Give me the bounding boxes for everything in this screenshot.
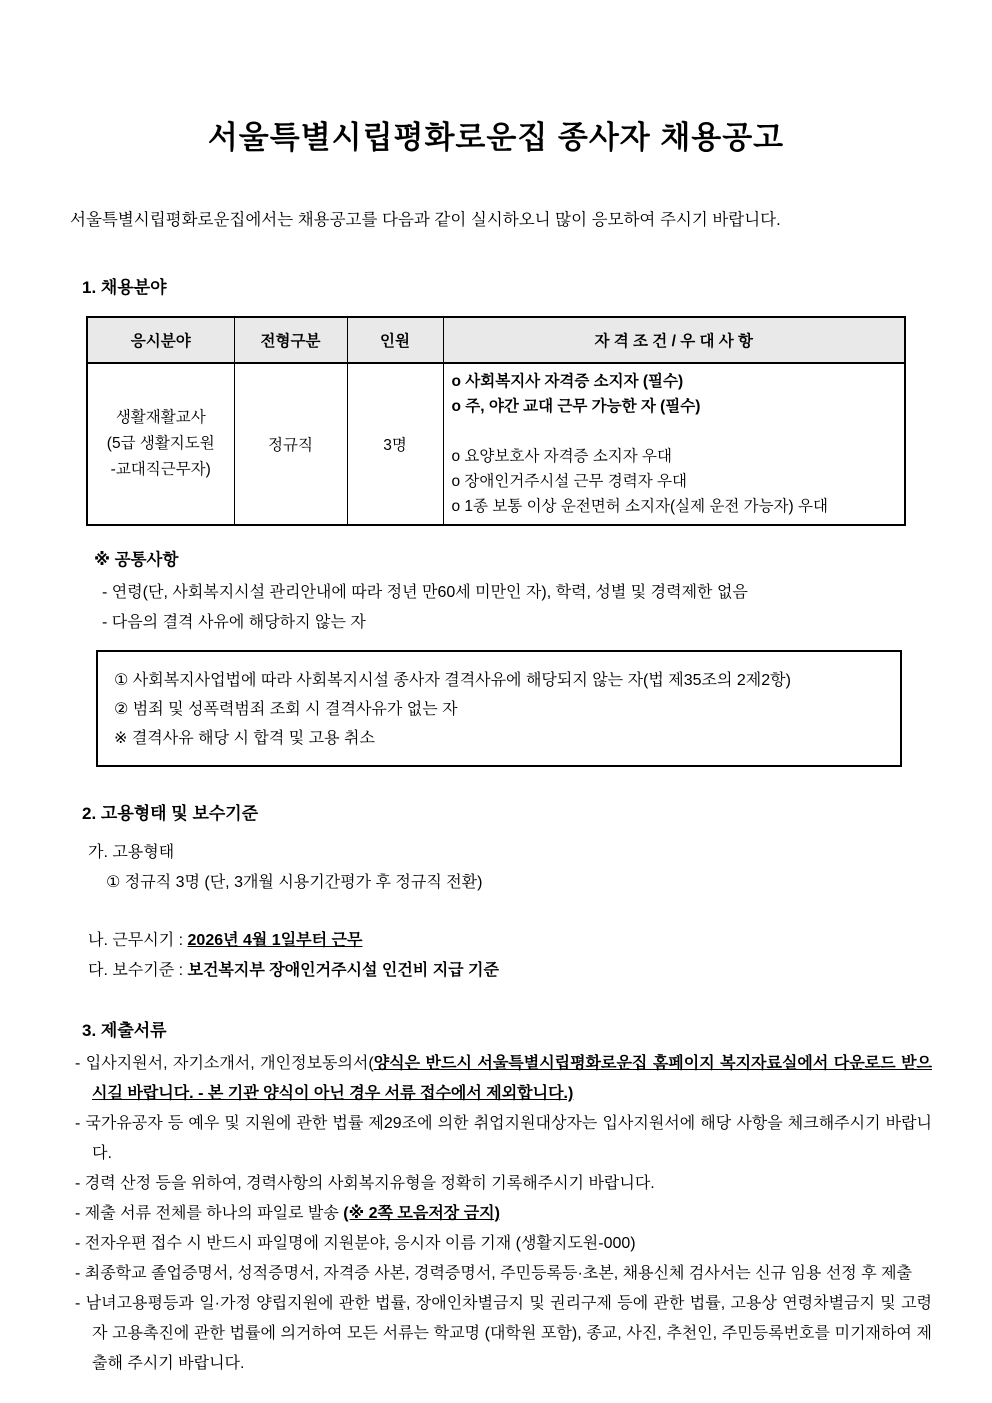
text-line: ※ 결격사유 해당 시 합격 및 고용 취소 <box>114 730 375 747</box>
work-start-value: 2026년 4월 1일부터 근무 <box>187 932 363 949</box>
common-requirements-list <box>94 578 932 638</box>
text-line: -교대직근무자) <box>110 461 211 478</box>
cell-headcount: 3명 <box>347 363 443 525</box>
recruitment-table-header <box>87 317 905 363</box>
header-apply-field: 응시분야 <box>87 317 234 363</box>
text-line: o 요양보호사 자격증 소지자 우대 <box>451 448 672 465</box>
pay-standard-label: 다. 보수기준 : <box>88 962 188 979</box>
recruitment-table <box>86 316 906 526</box>
cell-selection-type: 정규직 <box>234 363 347 525</box>
intro-paragraph: 서울특별시립평화로운집에서는 채용공고를 다음과 같이 실시하오니 많이 응모하여 주시기 바랍니다. <box>70 211 781 229</box>
text-line: (5급 생활지도원 <box>106 435 215 452</box>
text-line: ① 사회복지사업법에 따라 사회복지시설 종사자 결격사유에 해당되지 않는 자(법 제35조의 2제2항) <box>114 672 791 689</box>
common-requirements <box>94 546 932 638</box>
text-line: o 장애인거주시설 근무 경력자 우대 <box>451 473 687 490</box>
employment-type-item: ① 정규직 3명 (단, 3개월 시용기간평가 후 정규직 전환) <box>106 874 483 891</box>
section2 <box>60 799 932 986</box>
cell-qualifications <box>443 363 905 525</box>
disqualification-box <box>96 650 902 767</box>
text-line: o 주, 야간 교대 근무 가능한 자 (필수) <box>451 398 701 415</box>
text-line: - 남녀고용평등과 일·가정 양립지원에 관한 법률, 장애인차별금지 및 권리구제 등에 관한 법률, 고용상 연령차별금지 및 고령자 고용촉진에 관한 법률에 의거하여 모든 서류는 학교명 (대학원 포함), 종교, 사진, 추천인, 주민등록번호를 미기재하여 제출해 주시기 바랍니다. <box>75 1295 932 1372</box>
submission-documents-list <box>60 1049 932 1379</box>
spacer <box>60 898 932 926</box>
section1-heading: 1. 채용분야 <box>82 278 167 297</box>
common-requirements-heading: ※ 공통사항 <box>94 551 179 569</box>
header-headcount: 인원 <box>347 317 443 363</box>
text-line: - 경력 산정 등을 위하여, 경력사항의 사회복지유형을 정확히 기록해주시기 바랍니다. <box>75 1175 655 1192</box>
work-start-label: 나. 근무시기 : <box>88 932 188 949</box>
text-line: - 연령(단, 사회복지시설 관리안내에 따라 정년 만60세 미만인 자), 학력, 성별 및 경력제한 없음 <box>102 584 748 601</box>
section3 <box>60 1016 932 1379</box>
text-line: - 입사지원서, 자기소개서, 개인정보동의서(양식은 반드시 서울특별시립평화로운집 홈페이지 복지자료실에서 다운로드 받으시길 바랍니다. - 본 기관 양식이 아닌 경우 서류 접수에서 제외합니다.) <box>75 1055 932 1102</box>
table-row <box>87 363 905 525</box>
cell-apply-field <box>87 363 234 525</box>
header-qualifications: 자 격 조 건 / 우 대 사 항 <box>443 317 905 363</box>
text-line: - 제출 서류 전체를 하나의 파일로 발송 (※ 2쪽 모음저장 금지) <box>75 1205 500 1222</box>
text-line: o 1종 보통 이상 운전면허 소지자(실제 운전 가능자) 우대 <box>451 498 828 515</box>
text-line: ② 범죄 및 성폭력범죄 조회 시 결격사유가 없는 자 <box>114 701 458 718</box>
text-line: - 국가유공자 등 예우 및 지원에 관한 법률 제29조에 의한 취업지원대상자는 입사지원서에 해당 사항을 체크해주시기 바랍니다. <box>75 1115 932 1162</box>
work-start-line <box>88 926 932 956</box>
section3-heading: 3. 제출서류 <box>82 1021 167 1040</box>
text-line: - 최종학교 졸업증명서, 성적증명서, 자격증 사본, 경력증명서, 주민등록등·초본, 채용신체 검사서는 신규 임용 선정 후 제출 <box>75 1265 913 1282</box>
pay-standard-value: 보건복지부 장애인거주시설 인건비 지급 기준 <box>187 962 499 979</box>
employment-type-label: 가. 고용형태 <box>88 844 175 861</box>
header-selection-type: 전형구분 <box>234 317 347 363</box>
text-line: - 전자우편 접수 시 반드시 파일명에 지원분야, 응시자 이름 기재 (생활지도원-000) <box>75 1235 636 1252</box>
pay-standard-line <box>88 956 932 986</box>
text-line: 생활재활교사 <box>115 409 206 426</box>
document-title: 서울특별시립평화로운집 종사자 채용공고 <box>207 120 785 155</box>
section2-heading: 2. 고용형태 및 보수기준 <box>82 804 259 823</box>
text-line: - 다음의 결격 사유에 해당하지 않는 자 <box>102 614 366 631</box>
text-line <box>452 419 899 444</box>
text-line: o 사회복지사 자격증 소지자 (필수) <box>451 373 684 390</box>
